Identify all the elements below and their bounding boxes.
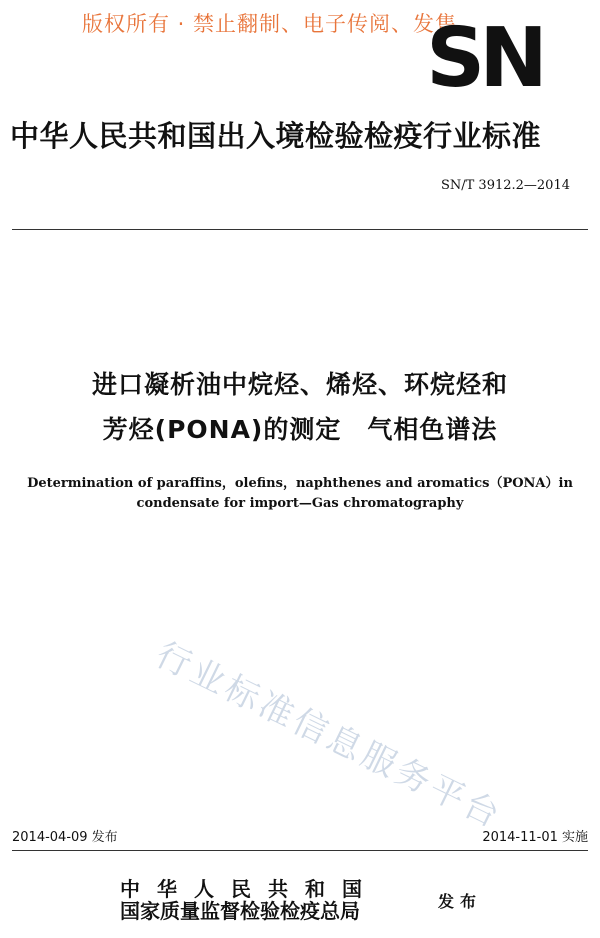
publisher-block: [120, 878, 379, 922]
authority-title: 中华人民共和国出入境检验检疫行业标准: [10, 119, 542, 153]
footer-divider: [12, 850, 588, 851]
publish-label: 发布: [438, 892, 483, 911]
sn-logo: [416, 20, 552, 92]
publisher-line2: 国家质量监督检验检疫总局: [120, 899, 360, 923]
copyright-notice: 版权所有 · 禁止翻制、电子传阅、发售: [82, 12, 458, 36]
title-en-line1: Determination of paraffins，olefins，naphthenes and aromatics（PONA）in: [27, 476, 573, 491]
title-en-line2: condensate for import—Gas chromatography: [136, 496, 464, 511]
issue-date: 2014-04-09 发布: [12, 830, 118, 845]
sn-logo-text: SN: [426, 20, 542, 92]
header-divider: [12, 229, 588, 230]
standard-number: SN/T 3912.2—2014: [440, 178, 570, 193]
watermark: 行业标准信息服务平台: [149, 634, 509, 838]
title-cn-line2: 芳烃(PONA)的测定 气相色谱法: [102, 415, 498, 444]
publisher-line1: 中华人民共和国: [120, 877, 379, 901]
title-cn-line1: 进口凝析油中烷烃、烯烃、环烷烃和: [91, 370, 508, 399]
implementation-date: 2014-11-01 实施: [482, 830, 588, 845]
